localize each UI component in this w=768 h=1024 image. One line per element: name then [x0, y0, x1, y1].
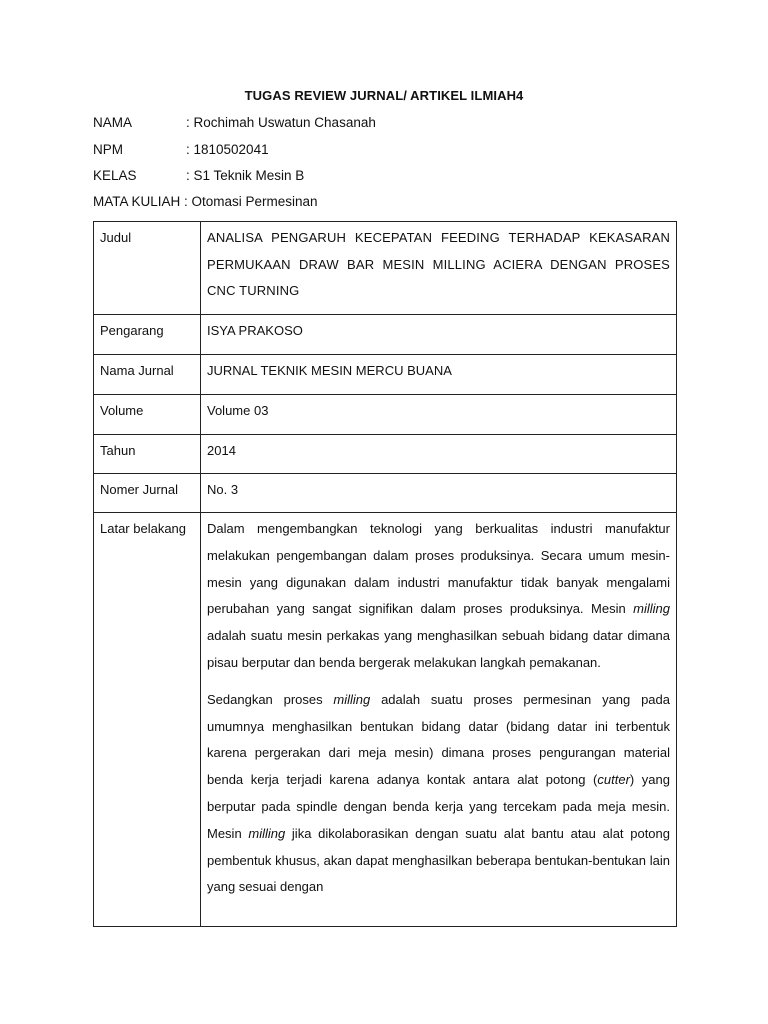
paragraph	[207, 516, 670, 677]
italic-term: milling	[633, 601, 670, 617]
info-npm	[93, 142, 269, 157]
row-label: Volume	[94, 395, 201, 435]
table-row	[94, 435, 677, 474]
info-mata-kuliah: MATA KULIAH : Otomasi Permesinan	[93, 194, 318, 209]
row-label: Judul	[94, 222, 201, 315]
tahun-value: 2014	[201, 435, 677, 474]
document-title: TUGAS REVIEW JURNAL/ ARTIKEL ILMIAH4	[244, 88, 524, 103]
volume-value: Volume 03	[201, 395, 677, 435]
info-value: : S1 Teknik Mesin B	[186, 168, 305, 183]
row-label: Nama Jurnal	[94, 355, 201, 395]
text-run: Sedangkan proses	[207, 691, 334, 707]
table-row	[94, 513, 677, 927]
text-run: adalah suatu mesin perkakas yang menghasilkan sebuah bidang datar dimana pisau berputar dan benda bergerak melakukan langkah pemakanan.	[207, 628, 670, 670]
row-label: Pengarang	[94, 315, 201, 355]
judul-value: ANALISA PENGARUH KECEPATAN FEEDING TERHADAP KEKASARAN PERMUKAAN DRAW BAR MESIN MILLING ACIERA DENGAN PROSES CNC TURNING	[201, 222, 677, 315]
row-label: Latar belakang	[94, 513, 201, 927]
info-kelas	[93, 168, 304, 183]
nomer-value: No. 3	[201, 474, 677, 513]
info-nama	[93, 115, 376, 130]
italic-term: milling	[333, 691, 371, 707]
info-label: KELAS	[93, 168, 137, 183]
table-row	[94, 315, 677, 355]
row-label: Nomer Jurnal	[94, 474, 201, 513]
table-row	[94, 395, 677, 435]
info-value: : Rochimah Uswatun Chasanah	[186, 115, 376, 130]
table-row	[94, 355, 677, 395]
italic-term: cutter	[597, 772, 630, 788]
table-row	[94, 222, 677, 315]
paragraph	[207, 687, 670, 901]
text-run: jika dikolaborasikan dengan suatu alat bantu atau alat potong pembentuk khusus, akan dapat menghasilkan beberapa bentukan-bentukan lain yang sesuai dengan	[207, 825, 670, 895]
latar-belakang-text	[201, 513, 677, 927]
info-label: NPM	[93, 142, 123, 157]
row-label: Tahun	[94, 435, 201, 474]
text-run: adalah suatu proses permesinan yang pada umumnya menghasilkan bentukan bidang datar (bidang datar ini terbentuk karena pergerakan dari meja mesin) dimana proses pengurangan material benda kerja terjadi karena adanya kontak antara alat potong (	[207, 691, 670, 788]
text-run: Dalam mengembangkan teknologi yang berkualitas industri manufaktur melakukan pengembangan dalam proses produksinya. Secara umum mesin-mesin yang digunakan dalam industri manufaktur tidak banyak mengalami perubahan yang sangat signifikan dalam proses produksinya. Mesin	[207, 521, 670, 617]
table-row	[94, 474, 677, 513]
info-label: NAMA	[93, 115, 133, 130]
info-value: : 1810502041	[186, 142, 269, 157]
review-table	[93, 221, 677, 927]
jurnal-value: JURNAL TEKNIK MESIN MERCU BUANA	[201, 355, 677, 395]
pengarang-value: ISYA PRAKOSO	[201, 315, 677, 355]
italic-term: milling	[248, 825, 286, 841]
text-run: ) yang berputar pada spindle dengan benda kerja yang tercekam pada meja mesin. Mesin	[207, 772, 670, 841]
